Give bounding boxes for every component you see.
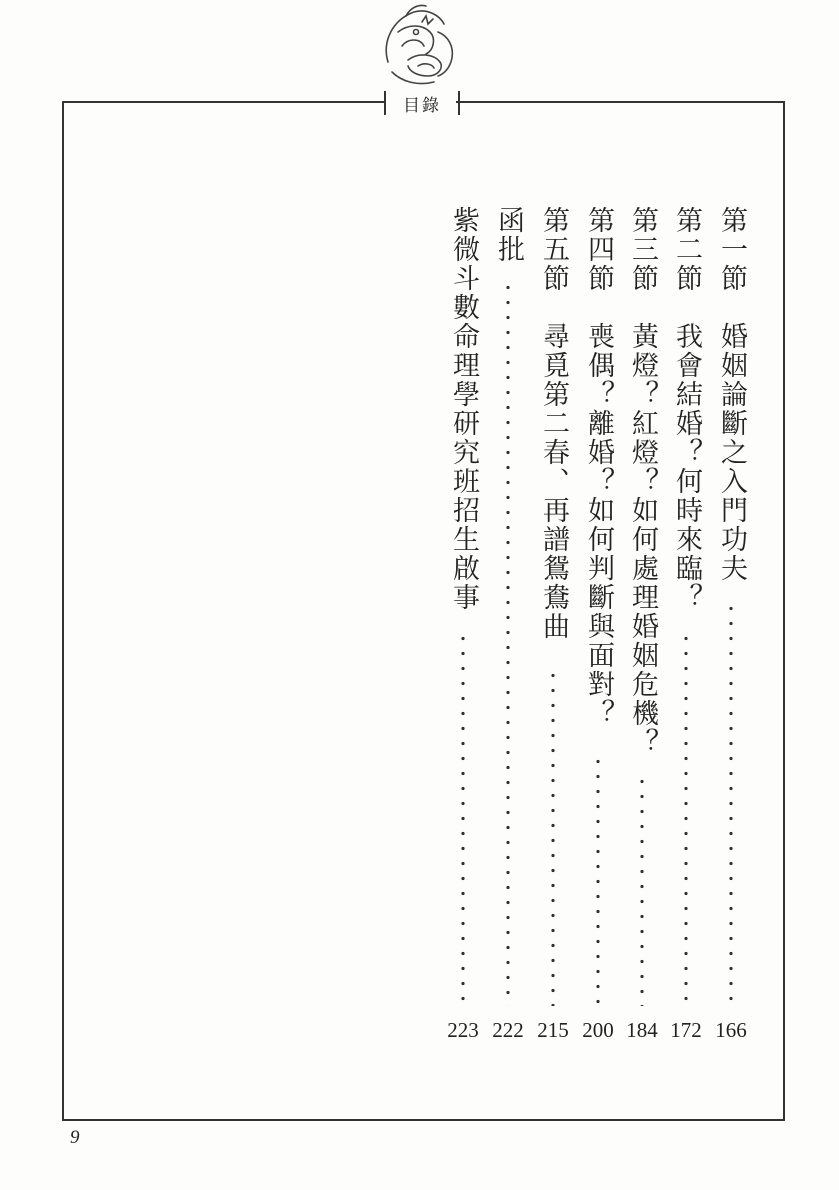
toc-entry-label: 第二節 我會結婚？何時來臨？	[671, 206, 702, 612]
toc-entry-label: 第一節 婚姻論斷之入門功夫	[716, 206, 747, 583]
dot-leader	[550, 668, 556, 1006]
page-number: 9	[70, 1127, 80, 1148]
toc-entry-label: 第四節 喪偶？離婚？如何判斷與面對？	[583, 206, 614, 728]
toc-entry-section-4[interactable]	[578, 206, 618, 1042]
dot-leader	[460, 631, 466, 1006]
toc-entry-letters[interactable]	[488, 206, 528, 1042]
toc-entry-page: 166	[715, 1018, 747, 1042]
dot-leader	[639, 774, 645, 1006]
toc-entry-section-3[interactable]	[622, 206, 662, 1042]
toc-entry-section-1[interactable]	[711, 206, 751, 1042]
toc-entry-page: 172	[670, 1018, 702, 1042]
toc-entry-label: 函批	[493, 206, 524, 264]
toc-entry-section-5[interactable]	[533, 206, 573, 1042]
dot-leader	[505, 280, 511, 1006]
page-title: 目錄	[384, 91, 460, 115]
dot-leader	[683, 631, 689, 1006]
toc-entry-label: 紫微斗數命理學研究班招生啟事	[448, 206, 479, 612]
toc-entry-page: 215	[537, 1018, 569, 1042]
toc-entry-label: 第五節 尋覓第二春、再譜鴛鴦曲	[538, 206, 569, 641]
dot-leader	[728, 601, 734, 1006]
toc-entry-section-2[interactable]	[666, 206, 706, 1042]
toc-entry-page: 222	[492, 1018, 524, 1042]
toc-entry-page: 223	[447, 1018, 479, 1042]
toc-entry-class-enrollment[interactable]	[443, 206, 483, 1042]
toc-entry-label: 第三節 黃燈？紅燈？如何處理婚姻危機？	[627, 206, 658, 757]
toc-entry-page: 184	[626, 1018, 658, 1042]
dot-leader	[595, 754, 601, 1006]
toc-entry-page: 200	[582, 1018, 614, 1042]
